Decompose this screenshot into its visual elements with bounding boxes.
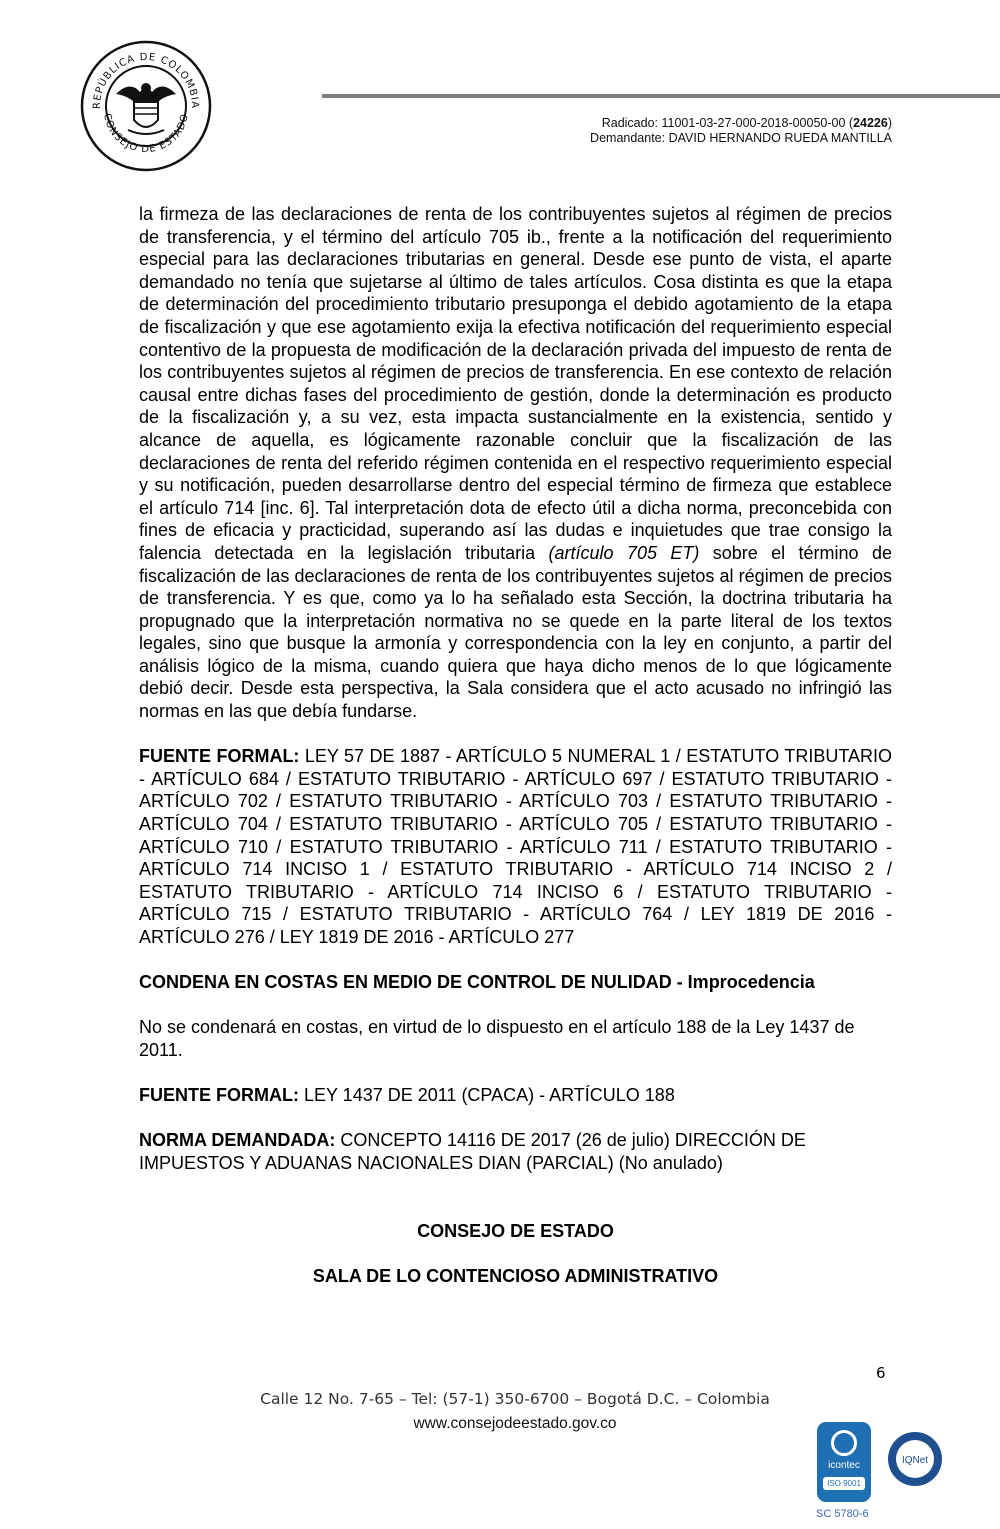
paragraph-analysis-part2: sobre el término de fiscalización de las declaraciones de renta de los contribuyentes sujetos al régimen de precios de transferencia. Y es que, como ya lo ha señalado esta Sección, la doctrina tributaria ha propugnado que la interpretación normativa no se quede en la parte literal de los textos legales, sino que busque la armonía y correspondencia con la ley en conjunto, a partir del análisis lógico de la misma, cuando quiera que haya dicho menos de lo que lógicamente debió decir. Desde esta perspectiva, la Sala considera que el acto acusado no infringió las normas en las que debía fundarse. — [139, 542, 892, 722]
paragraph-analysis-part1: la firmeza de las declaraciones de renta de los contribuyentes sujetos al régimen de precios de transferencia, y el término del artículo 705 ib., frente a la notificación del requerimiento especial para las declaraciones tributarias en general. Desde ese punto de vista, el aparte demandado no tenía que sujetarse al último de tales artículos. Cosa distinta es que la etapa de determinación del procedimiento tributario presuponga el debido agotamiento de la etapa de fiscalización y que ese agotamiento exija la efectiva notificación del requerimiento especial contentivo de la propuesta de modificación de la declaración privada del impuesto de renta de los contribuyentes sujetos al régimen de precios de transferencia. En ese contexto de relación causal entre dichas fases del procedimiento de gestión, donde la determinación es producto de la fiscalización y, a su vez, esta impacta sustancialmente en la existencia, sentido y alcance de aquella, es lógicamente razonable concluir que la fiscalización de las declaraciones de renta del referido régimen contenida en el respectivo requerimiento especial y su notificación, pueden desarrollarse dentro del especial término de firmeza que establece el artículo 714 [inc. 6]. Tal interpretación dota de efecto útil a dicha norma, preconcebida con fines de eficacia y practicidad, superando así las dudas e inquietudes que trae consigo la falencia detectada en la legislación tributaria — [139, 204, 892, 563]
seal-text-top: REPÚBLICA DE COLOMBIA — [91, 51, 201, 110]
footer-website: www.consejodeestado.gov.co — [413, 1415, 617, 1432]
iso-label: ISO 9001 — [823, 1477, 865, 1490]
coat-of-arms-icon — [116, 83, 176, 134]
footer-address: Calle 12 No. 7-65 – Tel: (57-1) 350-6700 – Bogotá D.C. – Colombia — [260, 1390, 770, 1408]
norma-demandada-text: CONCEPTO 14116 DE 2017 (26 de julio) DIRECCIÓN DE IMPUESTOS Y ADUANAS NACIONALES DIAN (PARCIAL) (No anulado) — [139, 1130, 806, 1173]
consejo-de-estado-seal — [80, 40, 212, 172]
radicado-line — [590, 116, 892, 131]
title-consejo-de-estado: CONSEJO DE ESTADO — [417, 1220, 614, 1241]
demandante-line: Demandante: DAVID HERNANDO RUEDA MANTILLA — [590, 131, 892, 145]
icontec-certification-badge — [817, 1422, 871, 1502]
fuente-formal-2-text: LEY 1437 DE 2011 (CPACA) - ARTÍCULO 188 — [298, 1085, 675, 1106]
header-rule — [322, 94, 1000, 98]
header-case-info — [590, 116, 892, 146]
fuente-formal-2-label: FUENTE FORMAL: — [139, 1085, 299, 1106]
fuente-formal-1-label: FUENTE FORMAL: — [139, 746, 300, 767]
sc-certificate-code: SC 5780-6 — [816, 1508, 869, 1520]
icontec-label: icontec — [828, 1460, 860, 1471]
icontec-logo-icon — [831, 1430, 857, 1456]
heading-condena-costas — [139, 971, 892, 994]
document-body — [139, 203, 892, 1288]
paragraph-analysis-italic: (artículo 705 ET) — [548, 542, 700, 563]
paragraph-costas: No se condenará en costas, en virtud de lo dispuesto en el artículo 188 de la Ley 1437 de 2011. — [139, 1017, 855, 1060]
paragraph-analysis — [139, 203, 892, 723]
norma-demandada — [139, 1129, 892, 1174]
radicado-number: 11001-03-27-000-2018-00050-00 ( — [661, 116, 854, 130]
fuente-formal-1-text: LEY 57 DE 1887 - ARTÍCULO 5 NUMERAL 1 / ESTATUTO TRIBUTARIO - ARTÍCULO 684 / ESTATUTO TRIBUTARIO - ARTÍCULO 697 / ESTATUTO TRIBUTARIO - ARTÍCULO 702 / ESTATUTO TRIBUTARIO - ARTÍCULO 703 / ESTATUTO TRIBUTARIO - ARTÍCULO 704 / ESTATUTO TRIBUTARIO - ARTÍCULO 705 / ESTATUTO TRIBUTARIO - ARTÍCULO 710 / ESTATUTO TRIBUTARIO - ARTÍCULO 711 / ESTATUTO TRIBUTARIO - ARTÍCULO 714 INCISO 1 / ESTATUTO TRIBUTARIO - ARTÍCULO 714 INCISO 2 / ESTATUTO TRIBUTARIO - ARTÍCULO 714 INCISO 6 / ESTATUTO TRIBUTARIO - ARTÍCULO 715 / ESTATUTO TRIBUTARIO - ARTÍCULO 764 / LEY 1819 DE 2016 - ARTÍCULO 276 / LEY 1819 DE 2016 - ARTÍCULO 277 — [139, 746, 892, 947]
page-number: 6 — [876, 1364, 886, 1382]
radicado-label: Radicado: — [601, 116, 662, 130]
fuente-formal-1 — [139, 745, 892, 948]
iqnet-label: IQNet — [901, 1455, 929, 1466]
title-sala: SALA DE LO CONTENCIOSO ADMINISTRATIVO — [312, 1265, 719, 1286]
norma-demandada-label: NORMA DEMANDADA: — [139, 1130, 336, 1151]
seal-text-bottom: CONSEJO DE ESTADO — [101, 112, 191, 156]
heading-condena-costas-text: CONDENA EN COSTAS EN MEDIO DE CONTROL DE NULIDAD - Improcedencia — [139, 972, 815, 993]
radicado-internal-number: 24226 — [853, 116, 888, 130]
radicado-close: ) — [887, 116, 892, 130]
fuente-formal-2 — [139, 1084, 892, 1107]
iqnet-certification-badge — [886, 1430, 944, 1488]
